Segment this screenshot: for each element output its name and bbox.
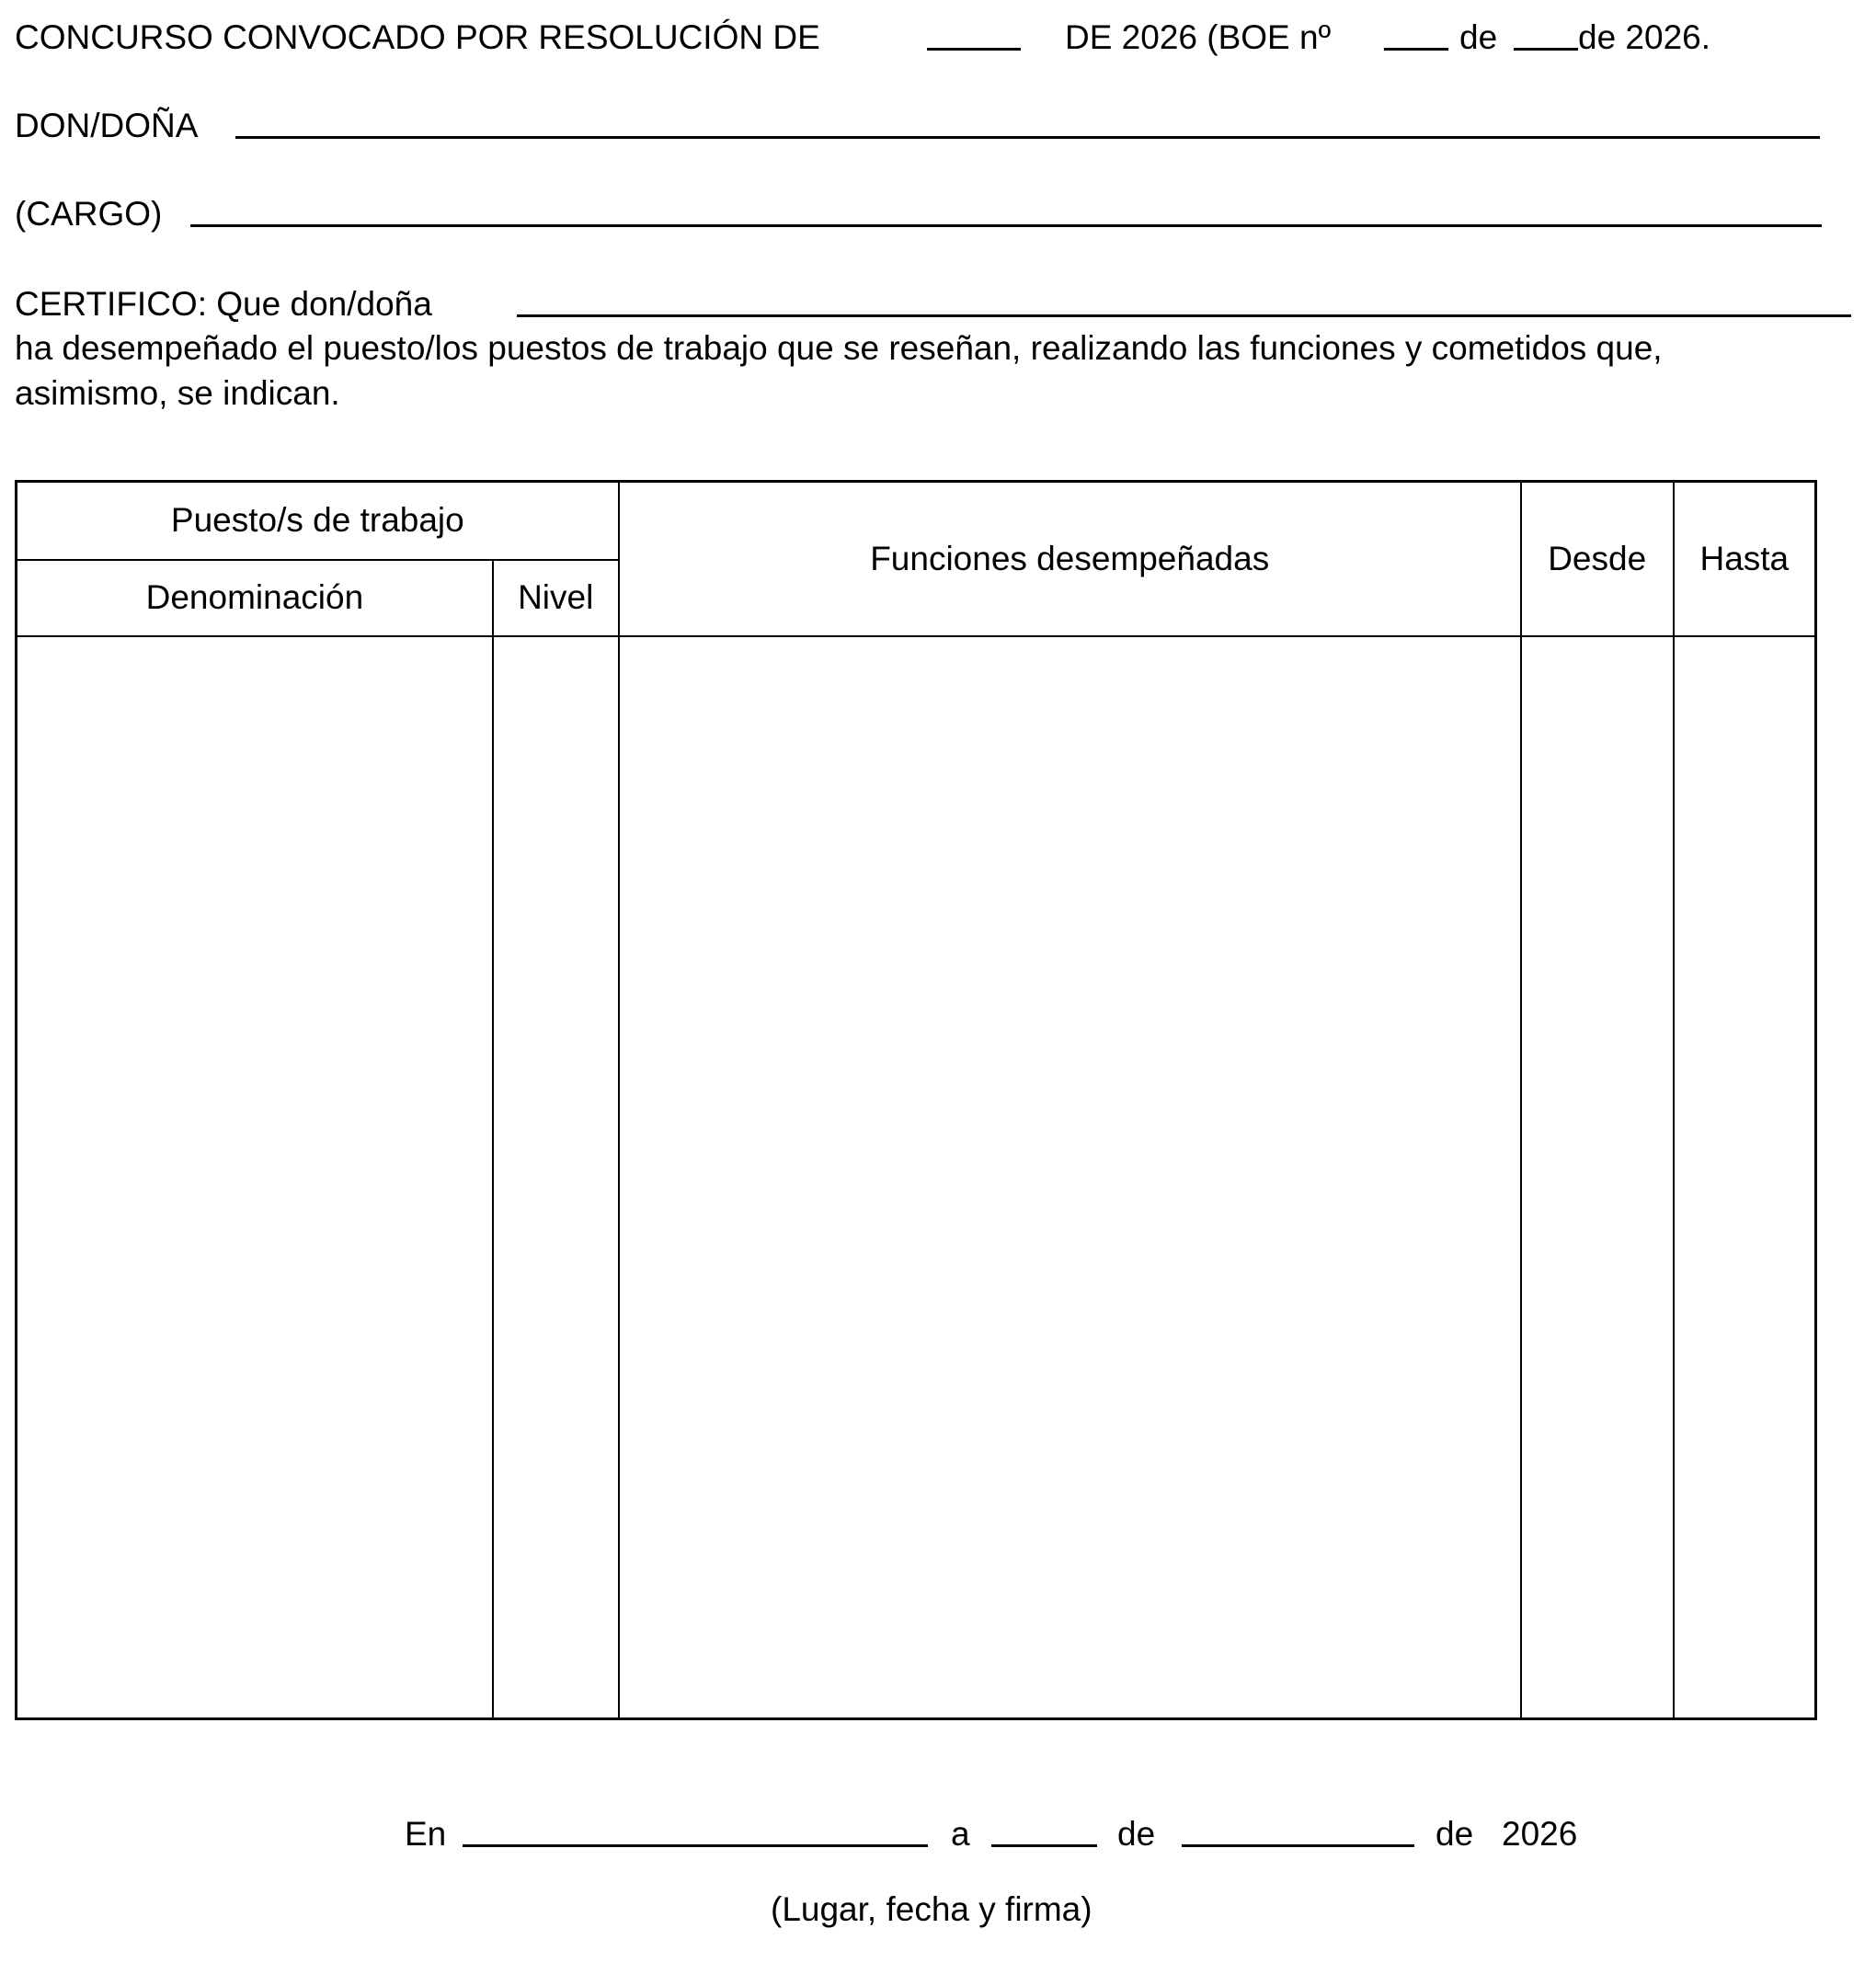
certifico-name-field[interactable]: [517, 314, 1851, 317]
hasta-cell[interactable]: [1674, 636, 1816, 1719]
header-funciones: Funciones desempeñadas: [619, 482, 1521, 636]
convocatoria-text-a: CONCURSO CONVOCADO POR RESOLUCIÓN DE: [15, 18, 820, 56]
boe-number-blank[interactable]: [1384, 48, 1448, 51]
cargo-label: (CARGO): [15, 195, 163, 233]
don-dona-label: DON/DOÑA: [15, 107, 199, 144]
cargo-field[interactable]: [190, 224, 1822, 227]
positions-table: [15, 480, 1817, 1720]
desde-cell[interactable]: [1521, 636, 1674, 1719]
header-hasta: Hasta: [1674, 482, 1816, 636]
dia-field[interactable]: [991, 1844, 1097, 1847]
header-denominacion: Denominación: [17, 560, 493, 636]
header-puestos-de-trabajo: Puesto/s de trabajo: [17, 482, 619, 560]
resolucion-day-blank[interactable]: [927, 48, 1021, 51]
nivel-cell[interactable]: [493, 636, 619, 1719]
header-nivel: Nivel: [493, 560, 619, 636]
mes-field[interactable]: [1182, 1844, 1414, 1847]
certifico-label: CERTIFICO: Que don/doña: [15, 285, 432, 323]
lugar-fecha-firma-caption: (Lugar, fecha y firma): [771, 1890, 1092, 1928]
certifico-body-line1: ha desempeñado el puesto/los puestos de trabajo que se reseñan, realizando las funciones y cometidos que,: [15, 329, 1663, 367]
denominacion-cell[interactable]: [17, 636, 493, 1719]
table-row: [17, 636, 1816, 1719]
don-dona-field[interactable]: [235, 136, 1820, 139]
convocatoria-text-b: DE 2026 (BOE nº: [1065, 18, 1332, 56]
footer-en-label: En: [405, 1815, 447, 1853]
convocatoria-text-c: de: [1459, 18, 1498, 56]
boe-date-blank[interactable]: [1514, 48, 1578, 51]
header-desde: Desde: [1521, 482, 1674, 636]
certifico-body-line2: asimismo, se indican.: [15, 374, 340, 412]
funciones-cell[interactable]: [619, 636, 1521, 1719]
convocatoria-text-d: de 2026.: [1578, 18, 1711, 56]
lugar-field[interactable]: [463, 1844, 928, 1847]
footer-year-label: de 2026: [1436, 1815, 1578, 1853]
footer-de-label: de: [1117, 1815, 1156, 1853]
footer-a-label: a: [951, 1815, 970, 1853]
